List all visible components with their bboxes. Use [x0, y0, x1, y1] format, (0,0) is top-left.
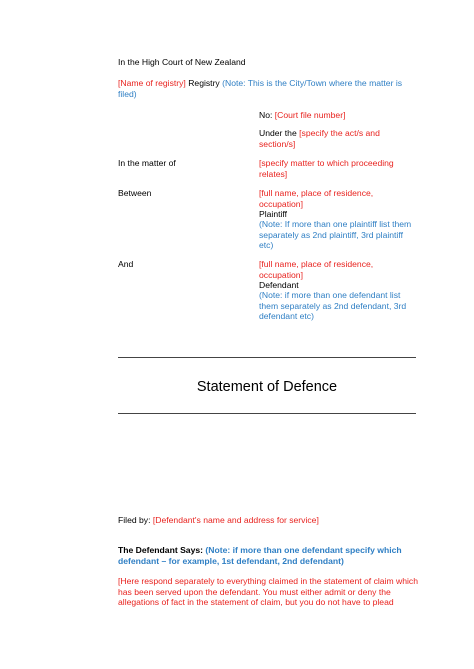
defendant-note: (Note: if more than one defendant list them separately as 2nd defendant, 3rd defendant etc): [259, 290, 407, 322]
matter-label: In the matter of: [118, 158, 176, 168]
plaintiff-party: [full name, place of residence, occupation]: [259, 188, 374, 209]
filed-by-value: [Defendant's name and address for service]: [152, 515, 319, 525]
defendant-role: Defendant: [259, 280, 299, 290]
top-divider: [118, 357, 416, 358]
filed-by-line: [118, 515, 319, 526]
matter-value: [specify matter to which proceeding relates]: [259, 158, 394, 179]
under-line: [259, 128, 409, 149]
document-title: Statement of Defence: [196, 379, 338, 395]
defendant-party: [full name, place of residence, occupation]: [259, 259, 374, 280]
court-file-number: [259, 110, 345, 121]
under-label: Under the: [259, 128, 300, 138]
file-no-label: No:: [259, 110, 275, 120]
court-name: In the High Court of New Zealand: [118, 57, 246, 67]
defendant-says-line: [118, 545, 418, 566]
registry-note: (Note: This is the City/Town where the matter is filed): [118, 78, 403, 99]
plaintiff-note: (Note: If more than one plaintiff list them separately as 2nd plaintiff, 3rd plaintiff etc): [259, 219, 412, 251]
registry-label: Registry: [185, 78, 223, 88]
plaintiff-role: Plaintiff: [259, 209, 288, 219]
file-no-value: [Court file number]: [274, 110, 346, 120]
defendant-says-label: The Defendant Says:: [118, 545, 206, 555]
between-label: Between: [118, 188, 152, 198]
instructions-paragraph: [Here respond separately to everything claimed in the statement of claim which has been served upon the defendant. You must either admit or deny the allegations of fact in the statement of claim, but you do not have to plead: [118, 576, 418, 608]
defendant-says-note: (Note: if more than one defendant specify which defendant – for example, 1st defendant, 2nd defendant): [118, 545, 402, 566]
under-value: [specify the act/s and section/s]: [259, 128, 380, 149]
and-label: And: [118, 259, 134, 269]
registry-name: [Name of registry]: [118, 78, 186, 88]
registry-line: [118, 78, 418, 99]
bottom-divider: [118, 413, 416, 414]
filed-by-label: Filed by:: [118, 515, 153, 525]
